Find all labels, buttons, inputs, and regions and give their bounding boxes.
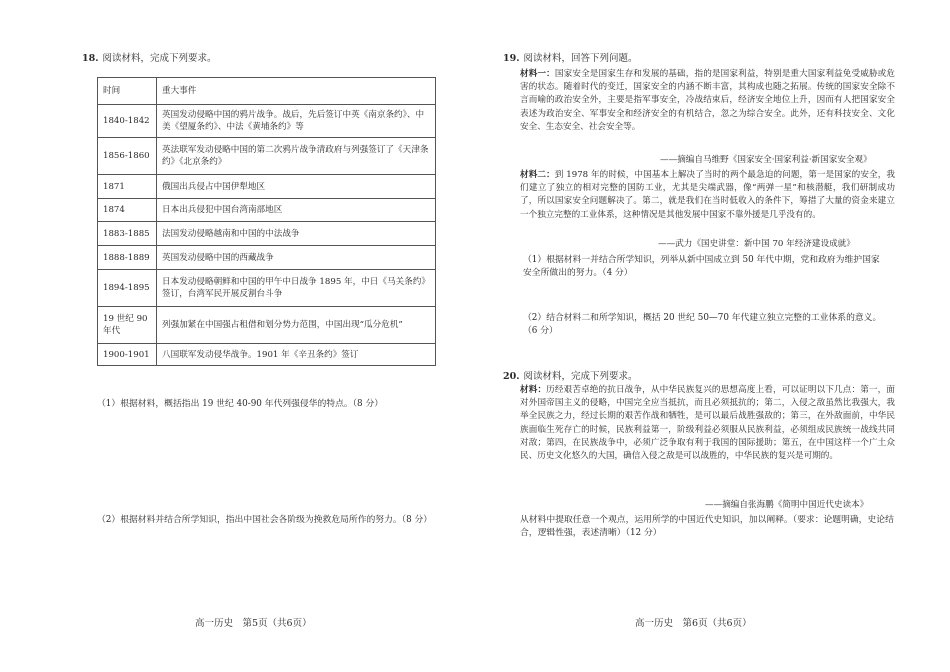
material-2-text: 到 1978 年的时候，中国基本上解决了当时的两个最急迫的问题，第一是国家的安全，我们建立了独立的相对完整的国防工业，尤其是尖端武器，像“两弹一星”和核潜艇，我们研制成功了，所以国家安全问题解决了。第二，就是我们在当时低收入的条件下，筹措了大量的资金来建立一个独立完整的工业体系，这种情况是其他发展中国家不靠外援是几乎没有的。	[520, 170, 895, 220]
material-1	[520, 68, 895, 134]
table-header-row	[98, 78, 436, 105]
row-time: 1900-1901	[98, 344, 157, 366]
question-20-task: 从材料中提取任意一个观点，运用所学的中国近代史知识，加以阐释。（要求：论题明确，史论结合，逻辑性强，表述清晰）（12 分）	[520, 515, 894, 538]
right-page	[475, 0, 950, 672]
question-18-number: 18.	[82, 53, 99, 64]
table-row	[98, 246, 436, 270]
row-time: 1856-1860	[98, 138, 157, 175]
table-row	[98, 199, 436, 222]
row-time: 1840-1842	[98, 105, 157, 138]
row-time: 19 世纪 90 年代	[98, 307, 157, 344]
row-event: 八国联军发动侵华战争。1901 年《辛丑条约》签订	[157, 344, 436, 366]
question-18-prompt: 阅读材料，完成下列要求。	[102, 53, 217, 64]
row-event: 英国发动侵略中国的鸦片战争。战后，先后签订中英《南京条约》、中美《望厦条约》、中法《黄埔条约》等	[157, 105, 436, 138]
table-row	[98, 105, 436, 138]
row-event: 日本发动侵略朝鲜和中国的甲午中日战争 1895 年，中日《马关条约》签订，台湾军民开展反割台斗争	[157, 270, 436, 307]
events-table	[97, 77, 436, 366]
table-row	[98, 344, 436, 366]
question-18-heading	[82, 52, 217, 65]
row-event: 日本出兵侵犯中国台湾南部地区	[157, 199, 436, 222]
row-event: 法国发动侵略越南和中国的中法战争	[157, 222, 436, 246]
question-19-part-2: （2）结合材料二和所学知识，概括 20 世纪 50—70 年代建立独立完整的工业体系的意义。（6 分）	[523, 313, 882, 336]
row-time: 1888-1889	[98, 246, 157, 270]
question-20-prompt: 阅读材料，完成下列要求。	[523, 371, 638, 382]
material-q20	[520, 384, 895, 463]
left-page	[0, 0, 470, 672]
question-20-number: 20.	[503, 371, 520, 382]
page-footer-right: 高一历史 第6页（共6页）	[635, 618, 752, 629]
material-2-source: ——武力《国史讲堂：新中国 70 年经济建设成就》	[658, 239, 855, 249]
material-1-source: ——摘编自马维野《国家安全·国家利益·新国家安全观》	[660, 155, 872, 165]
table-row	[98, 222, 436, 246]
row-event: 英法联军发动侵略中国的第二次鸦片战争清政府与列强签订了《天津条约》《北京条约》	[157, 138, 436, 175]
row-time: 1874	[98, 199, 157, 222]
question-18-part-2: （2）根据材料并结合所学知识，指出中国社会各阶级为挽救危局所作的努力。（8 分）	[97, 515, 433, 525]
material-q20-label: 材料：	[520, 385, 547, 395]
material-2-label: 材料二：	[520, 170, 555, 180]
table-row	[98, 175, 436, 199]
material-q20-source: ——摘编自张海鹏《简明中国近代史读本》	[705, 500, 869, 510]
table-row	[98, 307, 436, 344]
table-row	[98, 138, 436, 175]
material-1-label: 材料一：	[520, 69, 555, 79]
material-2	[520, 169, 895, 222]
question-20-heading	[503, 370, 638, 383]
row-event: 俄国出兵侵占中国伊犁地区	[157, 175, 436, 199]
header-event: 重大事件	[157, 78, 436, 105]
question-19-part-1: （1）根据材料一并结合所学知识，列举从新中国成立到 50 年代中期，党和政府为维护国家安全所做出的努力。（4 分）	[523, 255, 880, 278]
row-time: 1871	[98, 175, 157, 199]
question-19-heading	[503, 52, 638, 65]
material-1-text: 国家安全是国家生存和发展的基础，指的是国家利益，特别是重大国家利益免受威胁或危害的状态。随着时代的变迁，国家安全的内涵不断丰富，其构成也随之拓展。传统的国家安全除不言而喻的政治安全外，主要是指军事安全，冷战结束后，经济安全地位上升，因而有人把国家安全表述为政治安全、军事安全和经济安全的有机结合，忽之为综合安全。此外，还有科技安全、文化安全、生态安全、社会安全等。	[520, 69, 895, 132]
row-time: 1894-1895	[98, 270, 157, 307]
material-q20-text: 历经艰苦卓绝的抗日战争，从中华民族复兴的思想高度上看，可以证明以下几点：第一，面对外国帝国主义的侵略，中国完全应当抵抗，而且必须抵抗的；第二，入侵之敌虽然比我强大，我举全民族之力，经过长期的艰苦作战和牺牲，是可以最后战胜强敌的；第三，在外敌面前，中华民族面临生死存亡的时候，民族利益第一，阶级利益必须服从民族利益，必须组成民族统一战线共同对敌；第四，在民族战争中，必须广泛争取有利于我国的国际援助；第五，在中国这样一个广土众民、历史文化悠久的大国，确信入侵之敌是可以战胜的，中华民族的复兴是可期的。	[520, 385, 895, 462]
row-time: 1883-1885	[98, 222, 157, 246]
question-19-prompt: 阅读材料，回答下列问题。	[523, 53, 638, 64]
question-19-number: 19.	[503, 53, 520, 64]
row-event: 列强加紧在中国强占租借和划分势力范围，中国出现“瓜分危机”	[157, 307, 436, 344]
table-row	[98, 270, 436, 307]
question-18-part-1: （1）根据材料，概括指出 19 世纪 40-90 年代列强侵华的特点。（8 分）	[97, 399, 384, 409]
page-footer-left: 高一历史 第5页（共6页）	[195, 618, 312, 629]
header-time: 时间	[98, 78, 157, 105]
row-event: 英国发动侵略中国的西藏战争	[157, 246, 436, 270]
